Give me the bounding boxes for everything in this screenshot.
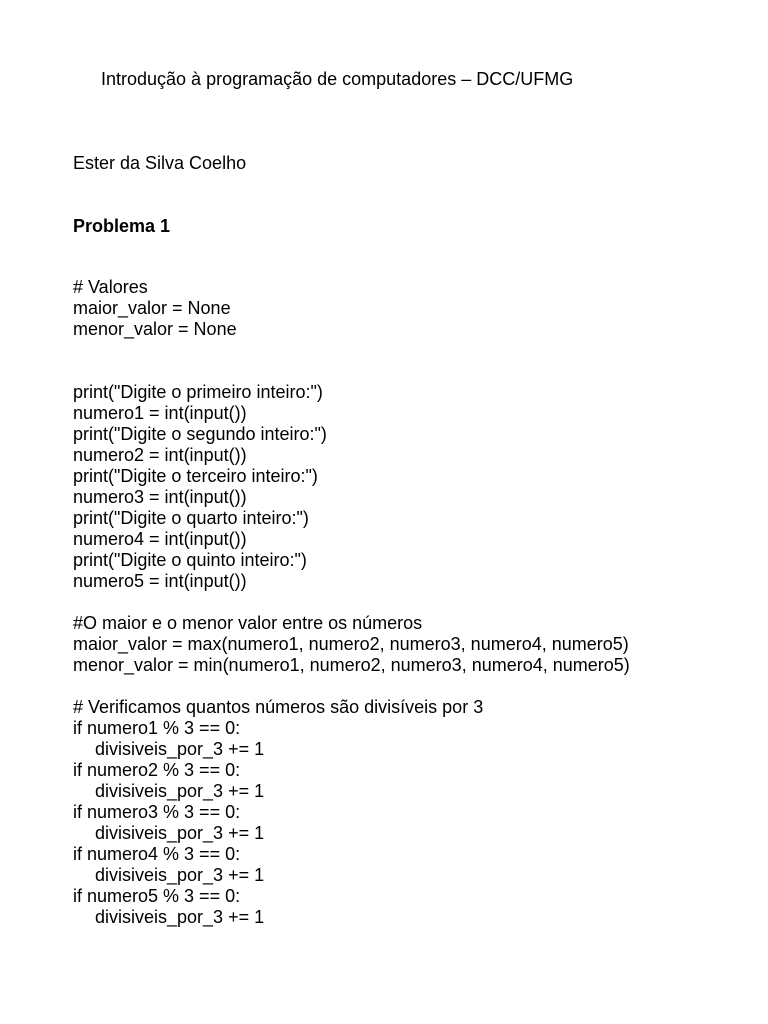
code-line-blank: [73, 592, 753, 613]
code-line: if numero3 % 3 == 0:: [73, 802, 241, 822]
author-name: Ester da Silva Coelho: [73, 153, 247, 173]
code-line: numero4 = int(input()): [73, 529, 247, 549]
code-line-indented: divisiveis_por_3 += 1: [95, 865, 265, 885]
code-line: numero3 = int(input()): [73, 487, 247, 507]
code-line: print("Digite o quarto inteiro:"): [73, 508, 309, 528]
code-line: if numero5 % 3 == 0:: [73, 886, 241, 906]
code-line-indented: divisiveis_por_3 += 1: [95, 739, 265, 759]
code-line: # Verificamos quantos números são divisíveis por 3: [73, 697, 484, 717]
problem-heading: Problema 1: [73, 216, 171, 236]
code-line-blank: [73, 361, 753, 382]
code-line: print("Digite o primeiro inteiro:"): [73, 382, 323, 402]
code-line: # Valores: [73, 277, 148, 297]
code-line: maior_valor = None: [73, 298, 231, 318]
code-line-indented: divisiveis_por_3 += 1: [95, 781, 265, 801]
code-line: if numero1 % 3 == 0:: [73, 718, 241, 738]
code-line: menor_valor = min(numero1, numero2, numero3, numero4, numero5): [73, 655, 630, 675]
code-line: #O maior e o menor valor entre os números: [73, 613, 423, 633]
code-line: maior_valor = max(numero1, numero2, numero3, numero4, numero5): [73, 634, 629, 654]
code-line: print("Digite o quinto inteiro:"): [73, 550, 307, 570]
code-line: menor_valor = None: [73, 319, 237, 339]
code-line: print("Digite o terceiro inteiro:"): [73, 466, 318, 486]
code-line-indented: divisiveis_por_3 += 1: [95, 907, 265, 927]
document-header-title: Introdução à programação de computadores – DCC/UFMG: [101, 69, 574, 89]
code-line: numero1 = int(input()): [73, 403, 247, 423]
code-line: if numero2 % 3 == 0:: [73, 760, 241, 780]
code-line: numero5 = int(input()): [73, 571, 247, 591]
code-block: [73, 277, 753, 928]
code-line-blank: [73, 676, 753, 697]
code-line-blank: [73, 340, 753, 361]
code-line: print("Digite o segundo inteiro:"): [73, 424, 327, 444]
code-line-indented: divisiveis_por_3 += 1: [95, 823, 265, 843]
code-line: if numero4 % 3 == 0:: [73, 844, 241, 864]
code-line: numero2 = int(input()): [73, 445, 247, 465]
